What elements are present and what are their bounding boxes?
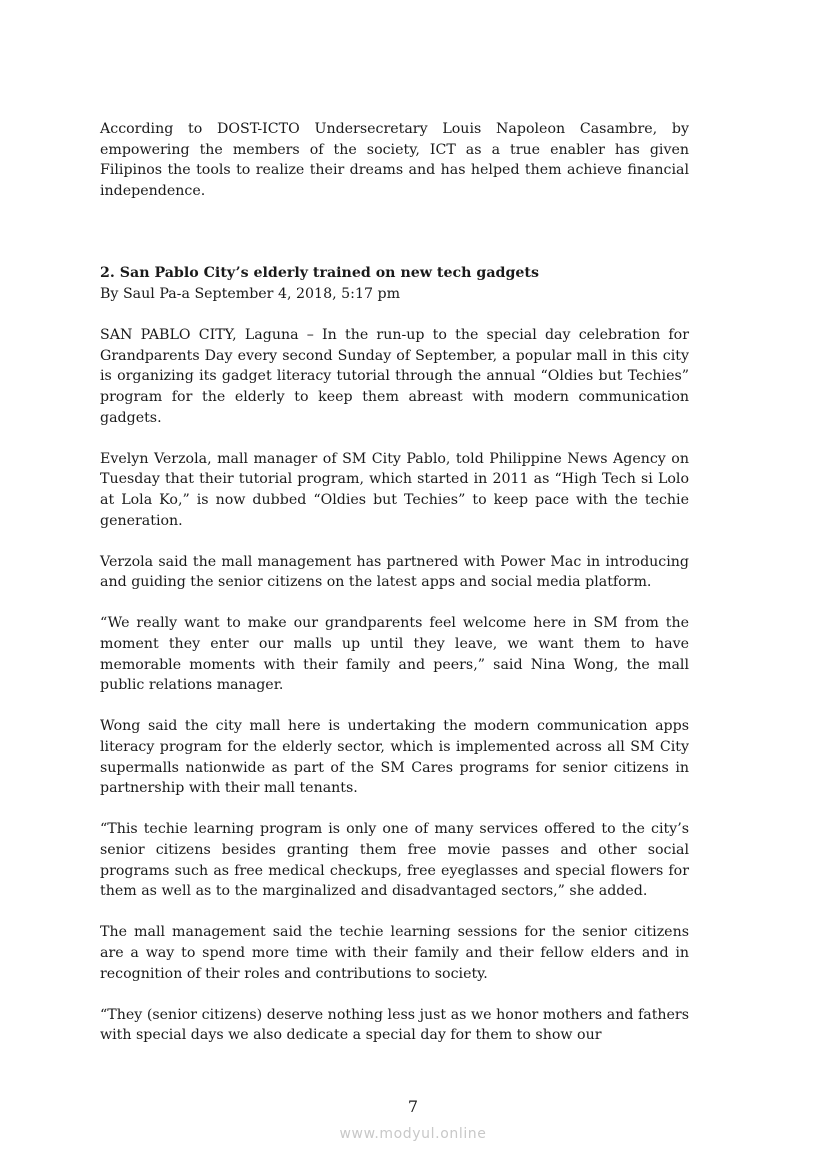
intro-paragraph: According to DOST-ICTO Undersecretary Louis Napoleon Casambre, by empowering the members of the society, ICT as a true enabler has given Filipinos the tools to realize their dreams and has helped them achieve financial independence.	[100, 121, 689, 199]
body-paragraph: Evelyn Verzola, mall manager of SM City Pablo, told Philippine News Agency on Tuesday that their tutorial program, which started in 2011 as “High Tech si Lolo at Lola Ko,” is now dubbed “Oldies but Techies” to keep pace with the techie generation.	[100, 450, 689, 529]
body-paragraph: “They (senior citizens) deserve nothing less just as we honor mothers and fathers with special days we also dedicate a special day for them to show our	[100, 1006, 689, 1044]
article-byline: By Saul Pa-a September 4, 2018, 5:17 pm	[100, 285, 401, 302]
body-paragraph: The mall management said the techie learning sessions for the senior citizens are a way to spend more time with their family and their fellow elders and in recognition of their roles and contributions to society.	[100, 924, 689, 982]
document-page	[100, 119, 689, 1046]
page-number: 7	[407, 1097, 419, 1116]
body-paragraph: Wong said the city mall here is undertaking the modern communication apps literacy program for the elderly sector, which is implemented across all SM City supermalls nationwide as part of the SM Cares programs for senior citizens in partnership with their mall tenants.	[100, 718, 689, 797]
article-title: 2. San Pablo City’s elderly trained on new tech gadgets	[100, 265, 539, 282]
body-paragraph: “This techie learning program is only one of many services offered to the city’s senior citizens besides granting them free movie passes and other social programs such as free medical checkups, free eyeglasses and special flowers for them as well as to the marginalized and disadvantaged sectors,” she added.	[100, 821, 689, 900]
body-paragraph: SAN PABLO CITY, Laguna – In the run-up to the special day celebration for Grandparents Day every second Sunday of September, a popular mall in this city is organizing its gadget literacy tutorial through the annual “Oldies but Techies” program for the elderly to keep them abreast with modern communication gadgets.	[100, 327, 689, 426]
body-paragraph: “We really want to make our grandparents feel welcome here in SM from the moment they enter our malls up until they leave, we want them to have memorable moments with their family and peers,” said Nina Wong, the mall public relations manager.	[100, 615, 689, 694]
body-paragraph: Verzola said the mall management has partnered with Power Mac in introducing and guiding the senior citizens on the latest apps and social media platform.	[100, 553, 689, 591]
article-body	[100, 325, 689, 1046]
watermark: www.modyul.online	[339, 1126, 487, 1142]
